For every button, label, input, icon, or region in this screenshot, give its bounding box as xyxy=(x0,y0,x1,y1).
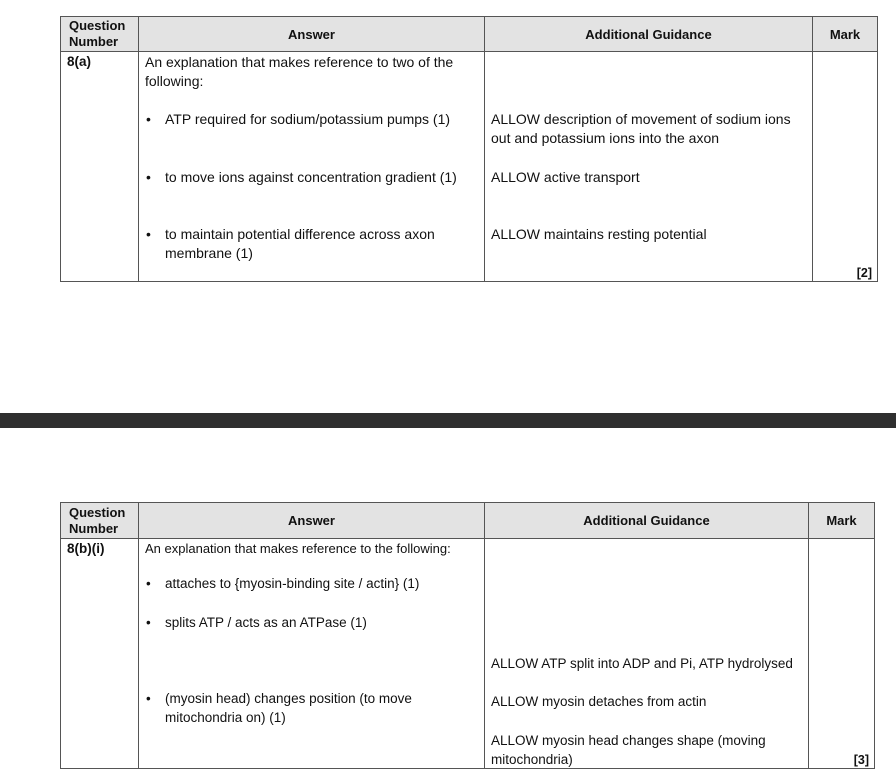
answer-cell xyxy=(139,539,485,769)
guidance-cell xyxy=(485,539,809,769)
guidance-note: ALLOW maintains resting potential xyxy=(491,226,707,242)
answer-intro: An explanation that makes reference to two of the following: xyxy=(145,54,454,89)
guidance-note: ALLOW active transport xyxy=(491,169,640,185)
guidance-note: ALLOW description of movement of sodium ions out and potassium ions into the axon xyxy=(491,111,791,146)
answer-point: • (myosin head) changes position (to move mitochondria on) (1) xyxy=(165,689,480,727)
guidance-cell xyxy=(485,52,813,282)
header-answer: Answer xyxy=(139,17,485,52)
mark-scheme-table-8a xyxy=(60,16,878,282)
guidance-note: ALLOW ATP split into ADP and Pi, ATP hydrolysed xyxy=(491,656,793,671)
answer-point: • to maintain potential difference across axon membrane (1) xyxy=(165,225,480,263)
answer-cell xyxy=(139,52,485,282)
mark-value: [2] xyxy=(856,266,872,280)
question-number: 8(b)(i) xyxy=(61,539,139,769)
header-answer: Answer xyxy=(139,503,485,539)
mark-cell xyxy=(813,52,878,282)
answer-point: • ATP required for sodium/potassium pumps (1) xyxy=(165,110,480,129)
mark-value: [3] xyxy=(853,753,869,767)
header-guidance: Additional Guidance xyxy=(485,503,809,539)
header-mark: Mark xyxy=(809,503,875,539)
page-divider xyxy=(0,413,896,428)
header-question-number: Question Number xyxy=(61,503,139,539)
header-mark: Mark xyxy=(813,17,878,52)
answer-point: • attaches to {myosin-binding site / actin} (1) xyxy=(165,574,480,593)
mark-scheme-table-8bi xyxy=(60,502,875,769)
guidance-note: ALLOW myosin detaches from actin xyxy=(491,694,707,709)
mark-cell xyxy=(809,539,875,769)
header-question-number: Question Number xyxy=(61,17,139,52)
header-guidance: Additional Guidance xyxy=(485,17,813,52)
answer-point: • splits ATP / acts as an ATPase (1) xyxy=(165,613,480,632)
guidance-note: ALLOW myosin head changes shape (moving mitochondria) xyxy=(491,733,766,767)
answer-point: • to move ions against concentration gradient (1) xyxy=(165,168,480,187)
answer-intro: An explanation that makes reference to the following: xyxy=(145,541,451,556)
question-number: 8(a) xyxy=(61,52,139,282)
